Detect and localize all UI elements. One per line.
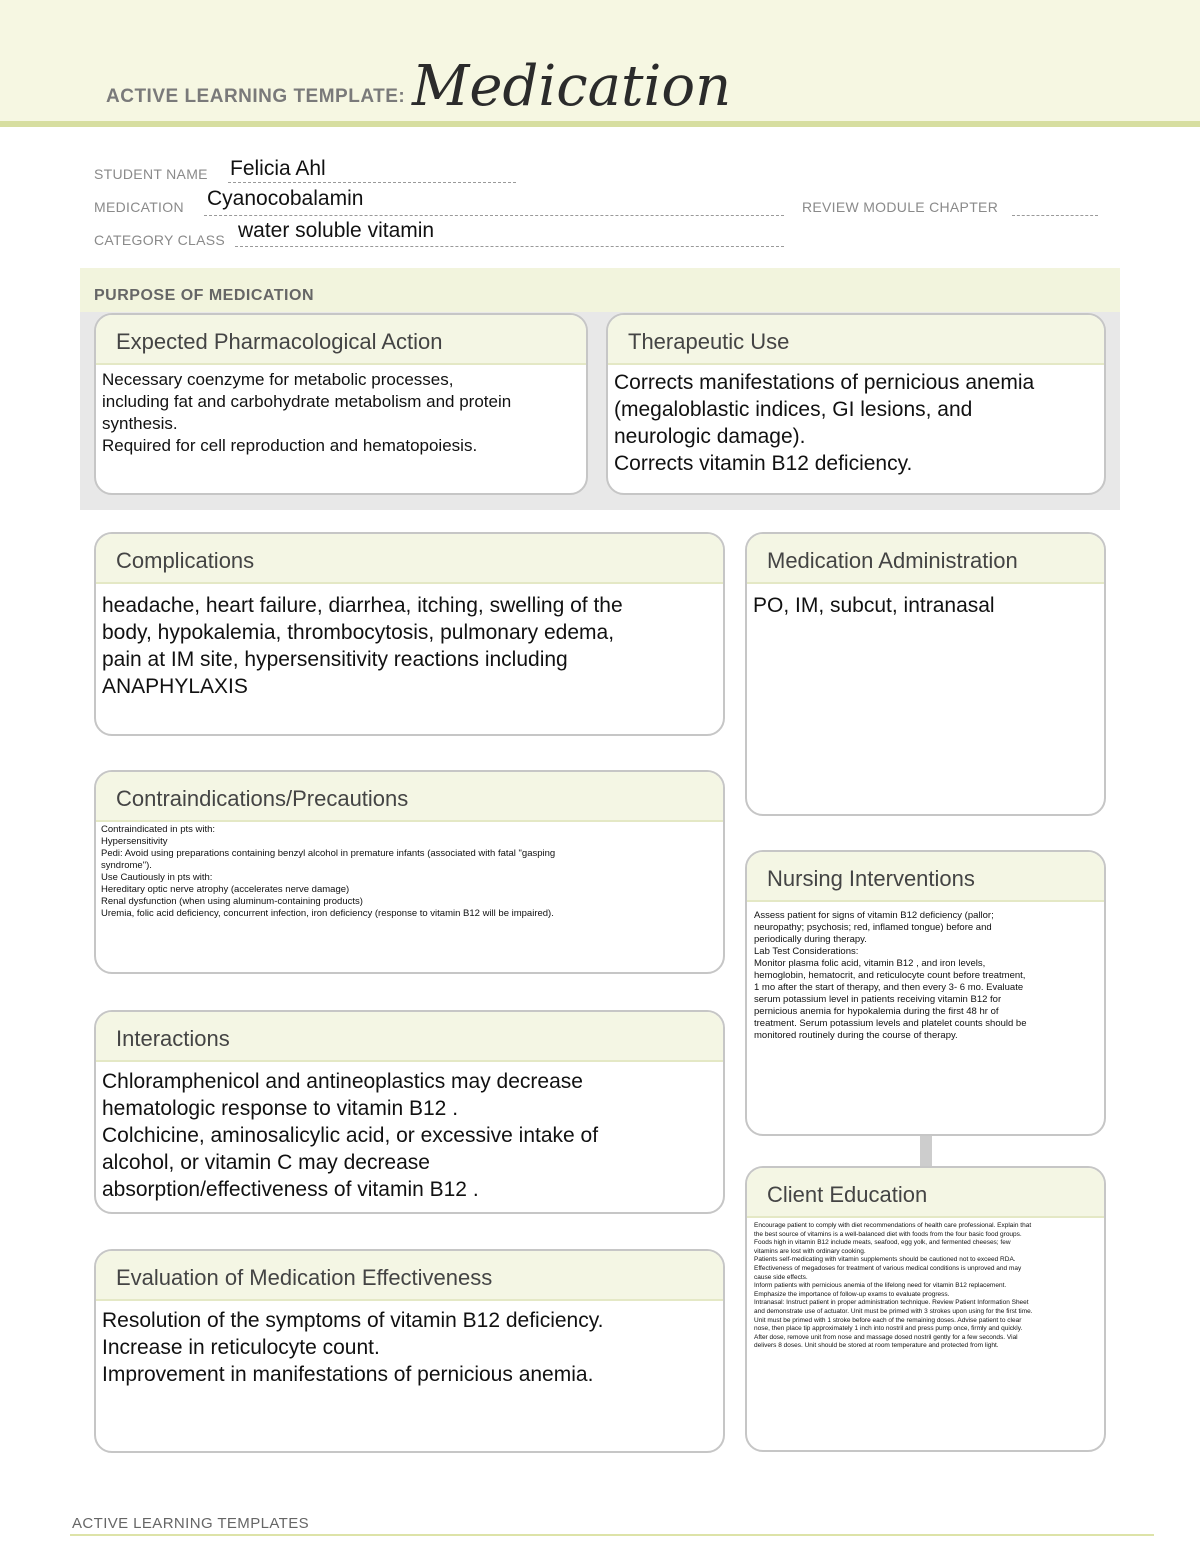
- review-module-line: [1012, 215, 1098, 216]
- interactions-text[interactable]: Chloramphenicol and antineoplastics may decrease hematologic response to vitamin B12 . Colchicine, aminosalicylic acid, or excessive intake of alcohol, or vitamin C may decrease absorption/effectiveness of vitamin B12 .: [102, 1070, 599, 1201]
- category-class-line: [235, 246, 784, 247]
- client-education-title: Client Education: [747, 1168, 1104, 1218]
- connector-bar: [920, 1136, 932, 1166]
- purpose-label: PURPOSE OF MEDICATION: [94, 287, 314, 304]
- administration-text[interactable]: PO, IM, subcut, intranasal: [753, 594, 995, 617]
- footer-rule: [70, 1534, 1154, 1536]
- footer-label: ACTIVE LEARNING TEMPLATES: [72, 1515, 309, 1532]
- expected-action-text[interactable]: Necessary coenzyme for metabolic processes, including fat and carbohydrate metabolism and protein synthesis. Required for cell reproduction and hematopoiesis.: [102, 370, 512, 455]
- complications-title: Complications: [96, 534, 723, 584]
- administration-title: Medication Administration: [747, 534, 1104, 584]
- evaluation-box: [94, 1249, 725, 1453]
- nursing-text[interactable]: Assess patient for signs of vitamin B12 deficiency (pallor; neuropathy; psychosis; red, inflamed tongue) before and periodically during therapy. Lab Test Considerations: Monitor plasma folic acid, vitamin B12 , and iron levels, hemoglobin, hematocrit, and reticulocyte count before treatment, 1 mo after the start of therapy, and then every 3- 6 mo. Evaluate serum potassium level in patients receiving vitamin B12 for pernicious anemia for hypokalemia during the first 48 hr of treatment. Serum potassium levels and platelet counts should be monitored routinely during the course of therapy.: [754, 910, 1027, 1041]
- therapeutic-use-box: [606, 313, 1106, 495]
- student-name-label: STUDENT NAME: [94, 166, 208, 182]
- medication-label: MEDICATION: [94, 199, 184, 215]
- header-rule: [0, 121, 1200, 127]
- template-label: ACTIVE LEARNING TEMPLATE:: [106, 86, 406, 107]
- expected-action-title: Expected Pharmacological Action: [96, 315, 586, 365]
- medication-line: [204, 215, 784, 216]
- student-name-value[interactable]: Felicia Ahl: [230, 157, 326, 180]
- evaluation-title: Evaluation of Medication Effectiveness: [96, 1251, 723, 1301]
- interactions-box: [94, 1010, 725, 1214]
- category-class-label: CATEGORY CLASS: [94, 232, 226, 248]
- complications-text[interactable]: headache, heart failure, diarrhea, itching, swelling of the body, hypokalemia, thrombocytosis, pulmonary edema, pain at IM site, hypersensitivity reactions including ANAPHYLAXIS: [102, 594, 623, 698]
- nursing-title: Nursing Interventions: [747, 852, 1104, 902]
- nursing-box: [745, 850, 1106, 1136]
- client-education-text[interactable]: Encourage patient to comply with diet recommendations of health care professional. Explain that the best source of vitamins is a well-balanced diet with foods from the four basic food groups. Foods high in vitamin B12 include meats, seafood, egg yolk, and fermented cheeses; few vitamins are lost with ordinary cooking. Patients self-medicating with vitamin supplements should be cautioned not to exceed RDA. Effectiveness of megadoses for treatment of various medical conditions is unproved and may cause side effects. Inform patients with pernicious anemia of the lifelong need for vitamin B12 replacement. Emphasize the importance of follow-up exams to evaluate progress. Intranasal: Instruct patient in proper administration technique. Review Patient Information Sheet and demonstrate use of actuator. Unit must be primed with 3 strokes upon using for the first time. Unit must be primed with 1 stroke before each of the remaining doses. Advise patient to clear nose, then place tip approximately 1 inch into nostril and press pump once, firmly and quickly. After dose, remove unit from nose and massage dosed nostril gently for a few seconds. Vial delivers 8 doses. Unit should be stored at room temperature and protected from light.: [754, 1222, 1033, 1350]
- contraindications-box: [94, 770, 725, 974]
- review-module-label: REVIEW MODULE CHAPTER: [802, 199, 999, 215]
- evaluation-text[interactable]: Resolution of the symptoms of vitamin B12 deficiency. Increase in reticulocyte count. Improvement in manifestations of pernicious anemia.: [102, 1309, 604, 1386]
- contraindications-text[interactable]: Contraindicated in pts with: Hypersensitivity Pedi: Avoid using preparations containing benzyl alcohol in premature infants (associated with fatal "gasping syndrome"). Use Cautiously in pts with: Hereditary optic nerve atrophy (accelerates nerve damage) Renal dysfunction (when using aluminum-containing products) Uremia, folic acid deficiency, concurrent infection, iron deficiency (response to vitamin B12 will be impaired).: [101, 824, 556, 919]
- student-name-line: [228, 182, 516, 183]
- category-class-value[interactable]: water soluble vitamin: [238, 219, 435, 242]
- contraindications-title: Contraindications/Precautions: [96, 772, 723, 822]
- therapeutic-use-text[interactable]: Corrects manifestations of pernicious anemia (megaloblastic indices, GI lesions, and neurologic damage). Corrects vitamin B12 deficiency.: [614, 371, 1035, 475]
- medication-value[interactable]: Cyanocobalamin: [207, 187, 364, 210]
- complications-box: [94, 532, 725, 736]
- interactions-title: Interactions: [96, 1012, 723, 1062]
- page-title: Medication: [412, 54, 732, 119]
- therapeutic-use-title: Therapeutic Use: [608, 315, 1104, 365]
- administration-box: [745, 532, 1106, 816]
- client-education-box: [745, 1166, 1106, 1452]
- expected-action-box: [94, 313, 588, 495]
